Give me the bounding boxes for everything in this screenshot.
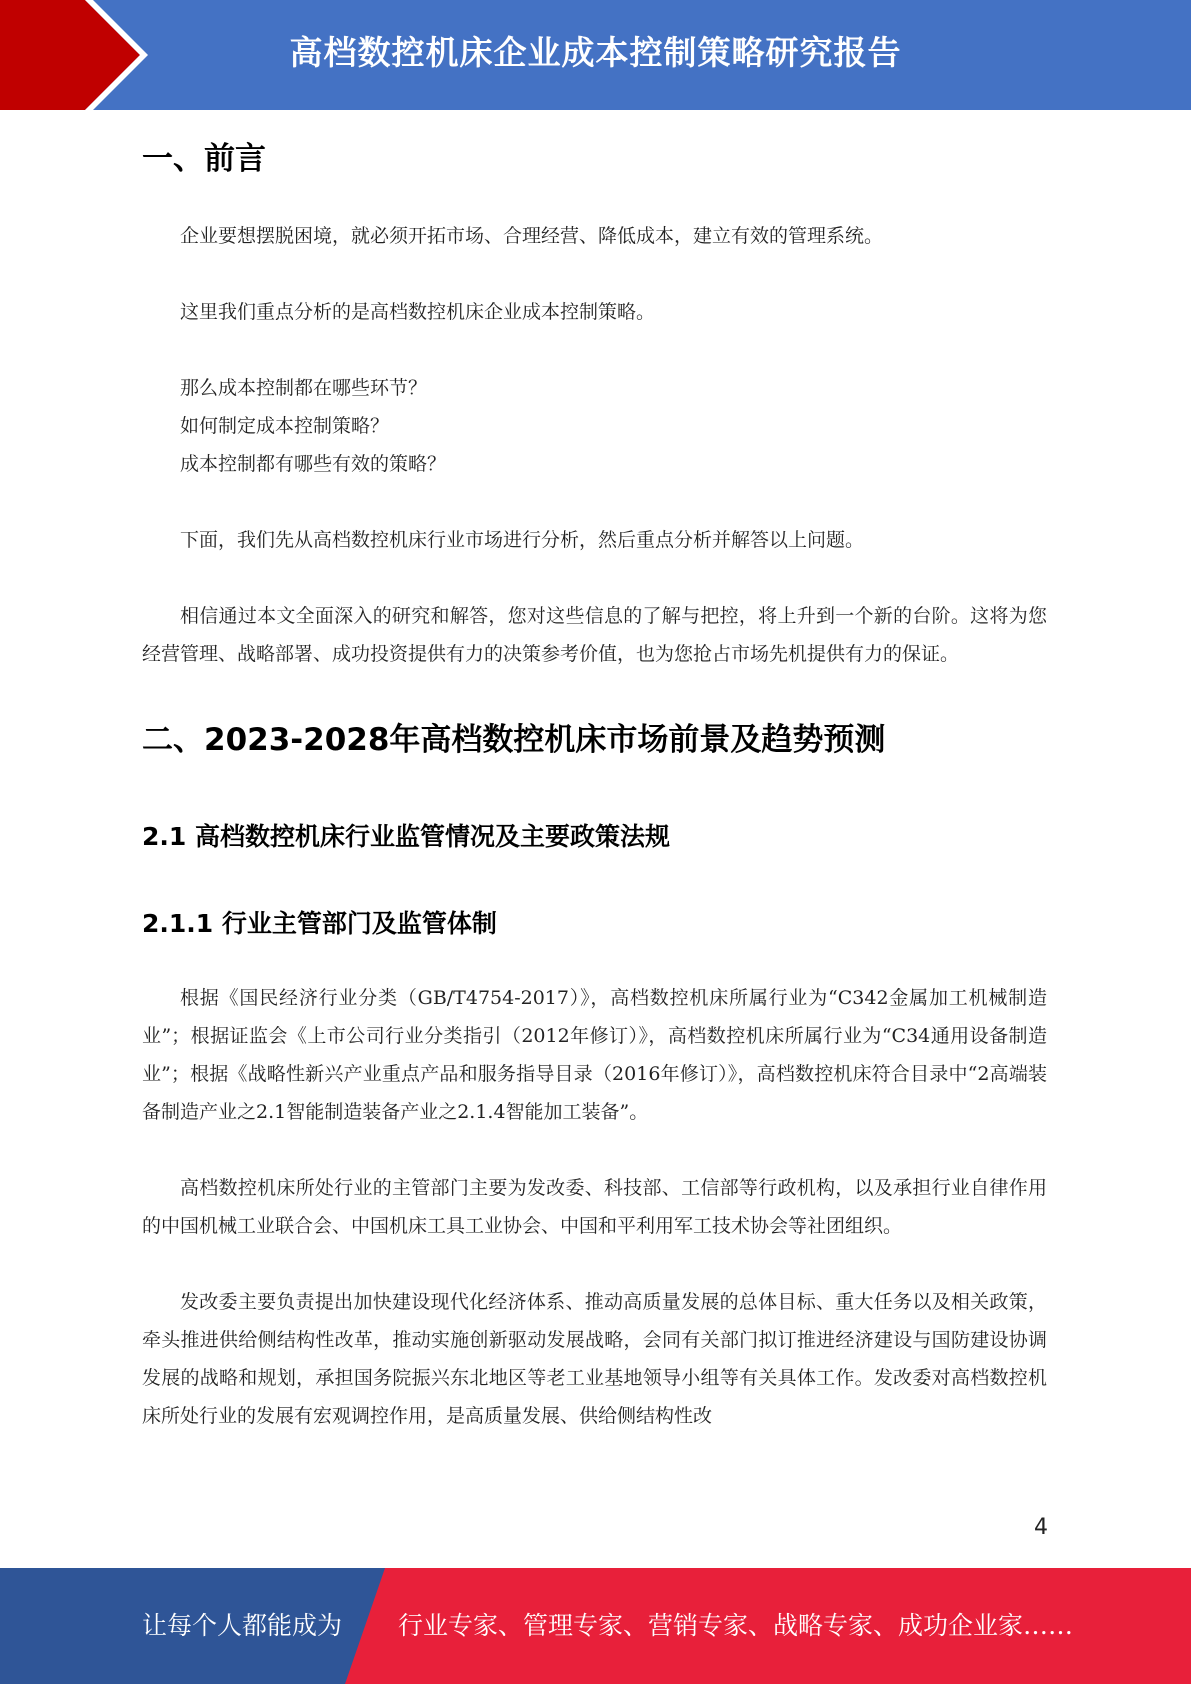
- subsection-heading-regulation: 2.1 高档数控机床行业监管情况及主要政策法规: [142, 821, 670, 851]
- paragraph: 企业要想摆脱困境，就必须开拓市场、合理经营、降低成本，建立有效的管理系统。: [180, 225, 884, 248]
- question-item: 成本控制都有哪些有效的策略？: [180, 453, 447, 476]
- question-list: [142, 369, 1047, 483]
- footer-slogan-right: 行业专家、管理专家、营销专家、战略专家、成功企业家……: [398, 1611, 1074, 1640]
- question-item: 那么成本控制都在哪些环节？: [180, 377, 428, 400]
- paragraph: 高档数控机床所处行业的主管部门主要为发改委、科技部、工信部等行政机构，以及承担行业自律作用的中国机械工业联合会、中国机床工具工业协会、中国和平利用军工技术协会等社团组织。: [142, 1176, 1047, 1237]
- page-number: 4: [1034, 1515, 1048, 1540]
- section-heading-preface: 一、前言: [142, 141, 266, 177]
- header-arrow-decoration: [0, 0, 160, 110]
- main-content: [142, 130, 1047, 1435]
- footer-slogan-left: 让每个人都能成为: [142, 1611, 343, 1640]
- paragraph: 根据《国民经济行业分类（GB/T4754-2017）》，高档数控机床所属行业为“C342金属加工机械制造业”；根据证监会《上市公司行业分类指引（2012年修订）》，高档数控机床所属行业为“C34通用设备制造业”；根据《战略性新兴产业重点产品和服务指导目录（2016年修订）》，高档数控机床符合目录中“2高端装备制造产业之2.1智能制造装备产业之2.1.4智能加工装备”。: [142, 986, 1047, 1123]
- footer-banner: [0, 1568, 1191, 1684]
- header-red-chevron: [0, 0, 140, 110]
- paragraph: 发改委主要负责提出加快建设现代化经济体系、推动高质量发展的总体目标、重大任务以及相关政策，牵头推进供给侧结构性改革，推动实施创新驱动发展战略，会同有关部门拟订推进经济建设与国防建设协调发展的战略和规划，承担国务院振兴东北地区等老工业基地领导小组等有关具体工作。发改委对高档数控机床所处行业的发展有宏观调控作用，是高质量发展、供给侧结构性改: [142, 1290, 1047, 1427]
- paragraph: 相信通过本文全面深入的研究和解答，您对这些信息的了解与把控，将上升到一个新的台阶。这将为您经营管理、战略部署、成功投资提供有力的决策参考价值，也为您抢占市场先机提供有力的保证。: [142, 605, 1047, 666]
- subsection-heading-authorities: 2.1.1 行业主管部门及监管体制: [142, 908, 497, 938]
- header-banner: [0, 0, 1191, 110]
- question-item: 如何制定成本控制策略？: [180, 415, 390, 438]
- paragraph: 这里我们重点分析的是高档数控机床企业成本控制策略。: [180, 301, 656, 324]
- paragraph: 下面，我们先从高档数控机床行业市场进行分析，然后重点分析并解答以上问题。: [180, 529, 865, 552]
- report-title: 高档数控机床企业成本控制策略研究报告: [289, 33, 902, 72]
- section-heading-forecast: 二、2023-2028年高档数控机床市场前景及趋势预测: [142, 722, 886, 759]
